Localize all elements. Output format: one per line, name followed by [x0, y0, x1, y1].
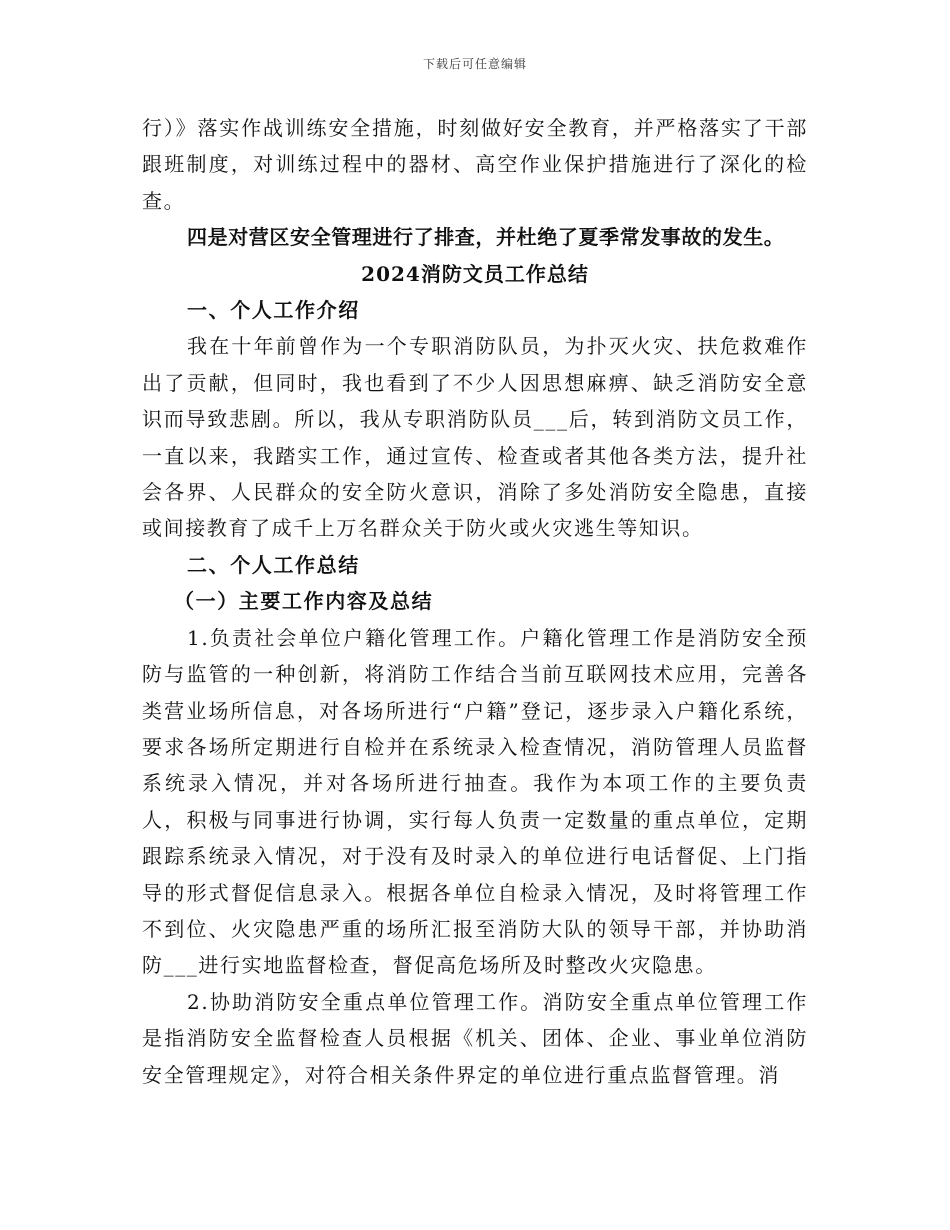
paragraph-item-2: 2.协助消防安全重点单位管理工作。消防安全重点单位管理工作是指消防安全监督检查人员根据《机关、团体、企业、事业单位消防安全管理规定》，对符合相关条件界定的单位进行重点监督管理。消 [142, 989, 808, 1087]
paragraph-bold-point-four: 四是对营区安全管理进行了排查，并杜绝了夏季常发事故的发生。 [187, 225, 785, 250]
page-header: 下载后可任意编辑 [422, 57, 527, 71]
subsection-heading-1: （一）主要工作内容及总结 [174, 589, 434, 614]
section-heading-2: 二、个人工作总结 [187, 552, 360, 577]
paragraph-intro: 我在十年前曾作为一个专职消防队员，为扑灭火灾、扶危救难作出了贡献，但同时，我也看到了不少人因思想麻痹、缺乏消防安全意识而导致悲剧。所以，我从专职消防队员___后，转到消防文员工作，一直以来，我踏实工作，通过宣传、检查或者其他各类方法，提升社会各界、人民群众的安全防火意识，消除了多处消防安全隐患，直接或间接教育了成千上万名群众关于防火或火灾逃生等知识。 [142, 334, 808, 541]
paragraph-continuation: 行）》落实作战训练安全措施，时刻做好安全教育，并严格落实了干部跟班制度，对训练过程中的器材、高空作业保护措施进行了深化的检查。 [142, 116, 808, 213]
document-body [142, 110, 808, 1093]
section-heading-1: 一、个人工作介绍 [187, 298, 360, 323]
document-title: 2024消防文员工作总结 [361, 261, 589, 286]
paragraph-item-1: 1.负责社会单位户籍化管理工作。户籍化管理工作是消防安全预防与监管的一种创新，将消防工作结合当前互联网技术应用，完善各类营业场所信息，对各场所进行“户籍”登记，逐步录入户籍化系统，要求各场所定期进行自检并在系统录入检查情况，消防管理人员监督系统录入情况，并对各场所进行抽查。我作为本项工作的主要负责人，积极与同事进行协调，实行每人负责一定数量的重点单位，定期跟踪系统录入情况，对于没有及时录入的单位进行电话督促、上门指导的形式督促信息录入。根据各单位自检录入情况，及时将管理工作不到位、火灾隐患严重的场所汇报至消防大队的领导干部，并协助消防___进行实地监督检查，督促高危场所及时整改火灾隐患。 [142, 625, 808, 978]
